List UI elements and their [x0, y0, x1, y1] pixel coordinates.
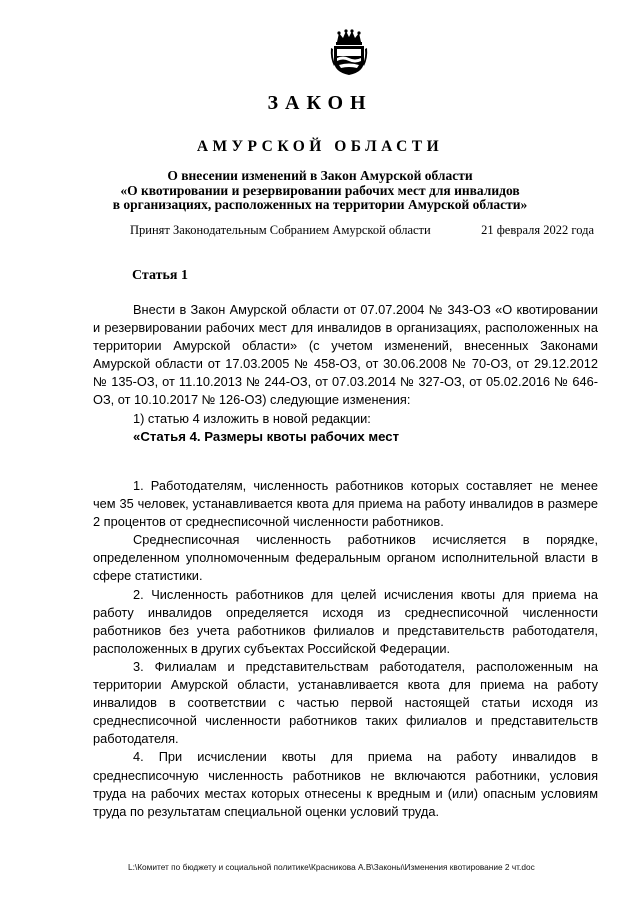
article-body-intro — [93, 301, 598, 446]
paragraph: 4. При исчислении квоты для приема на работу инвалидов в среднесписочную численность работников не включаются работники, условия труда на рабочих местах которых отнесены к вредным и (или) опасным условиям труда по результатам специальной оценки условий труда. — [93, 749, 598, 819]
law-subject — [90, 169, 550, 213]
intro-paragraph: Внести в Закон Амурской области от 07.07.2004 № 343-ОЗ «О квотировании и резервировании рабочих мест для инвалидов в организациях, расположенных на территории Амурской области» (с учетом изменений, внесенных Законами Амурской области от 17.03.2005 № 458-ОЗ, от 30.06.2008 № 70-ОЗ, от 29.12.2012 № 135-ОЗ, от 11.10.2013 № 244-ОЗ, от 07.03.2014 № 327-ОЗ, от 05.02.2016 № 646-ОЗ, от 10.10.2017 № 126-ОЗ) следующие изменения: — [93, 302, 598, 408]
region-title: АМУРСКОЙ ОБЛАСТИ — [196, 138, 444, 155]
paragraph: 3. Филиалам и представительствам работодателя, расположенным на территории Амурской области, устанавливается квота для приема на работу инвалидов в соответствии с частью первой настоящей статьи исходя из среднесписочной численности работников таких филиалов и представительств работодателя. — [93, 658, 598, 747]
law-title: ЗАКОН — [267, 92, 373, 114]
amur-oblast-coat-of-arms-icon — [330, 28, 368, 76]
item-paragraph: 1) статью 4 изложить в новой редакции: — [133, 410, 371, 426]
paragraph: 2. Численность работников для целей исчисления квоты для приема на работу инвалидов определяется исходя из среднесписочной численности работников без учета работников филиалов и представительств работодателя, расположенных в других субъектах Российской Федерации. — [93, 586, 598, 656]
article-heading: Статья 1 — [132, 268, 188, 283]
article-body-paragraphs — [93, 477, 598, 821]
adoption-line — [130, 223, 594, 238]
subject-line: О внесении изменений в Закон Амурской области — [167, 168, 473, 183]
adopted-by: Принят Законодательным Собранием Амурской области — [130, 223, 431, 237]
subject-line: в организациях, расположенных на территории Амурской области» — [112, 197, 528, 212]
footer-file-path: L:\Комитет по бюджету и социальной политике\Красникова А.В\Законы\Изменения квотирование 2 чт.doc — [128, 862, 535, 872]
paragraph: 1. Работодателям, численность работников которых составляет не менее чем 35 человек, устанавливается квота для приема на работу инвалидов в размере 2 процентов от среднесписочной численности работников. — [93, 478, 598, 530]
subject-line: «О квотировании и резервировании рабочих мест для инвалидов — [120, 182, 520, 198]
paragraph: Среднесписочная численность работников исчисляется в порядке, определенном уполномоченным федеральным органом исполнительной власти в сфере статистики. — [93, 532, 598, 584]
new-article-heading: «Статья 4. Размеры квоты рабочих мест — [133, 428, 400, 444]
adopted-date: 21 февраля 2022 года — [481, 223, 594, 237]
